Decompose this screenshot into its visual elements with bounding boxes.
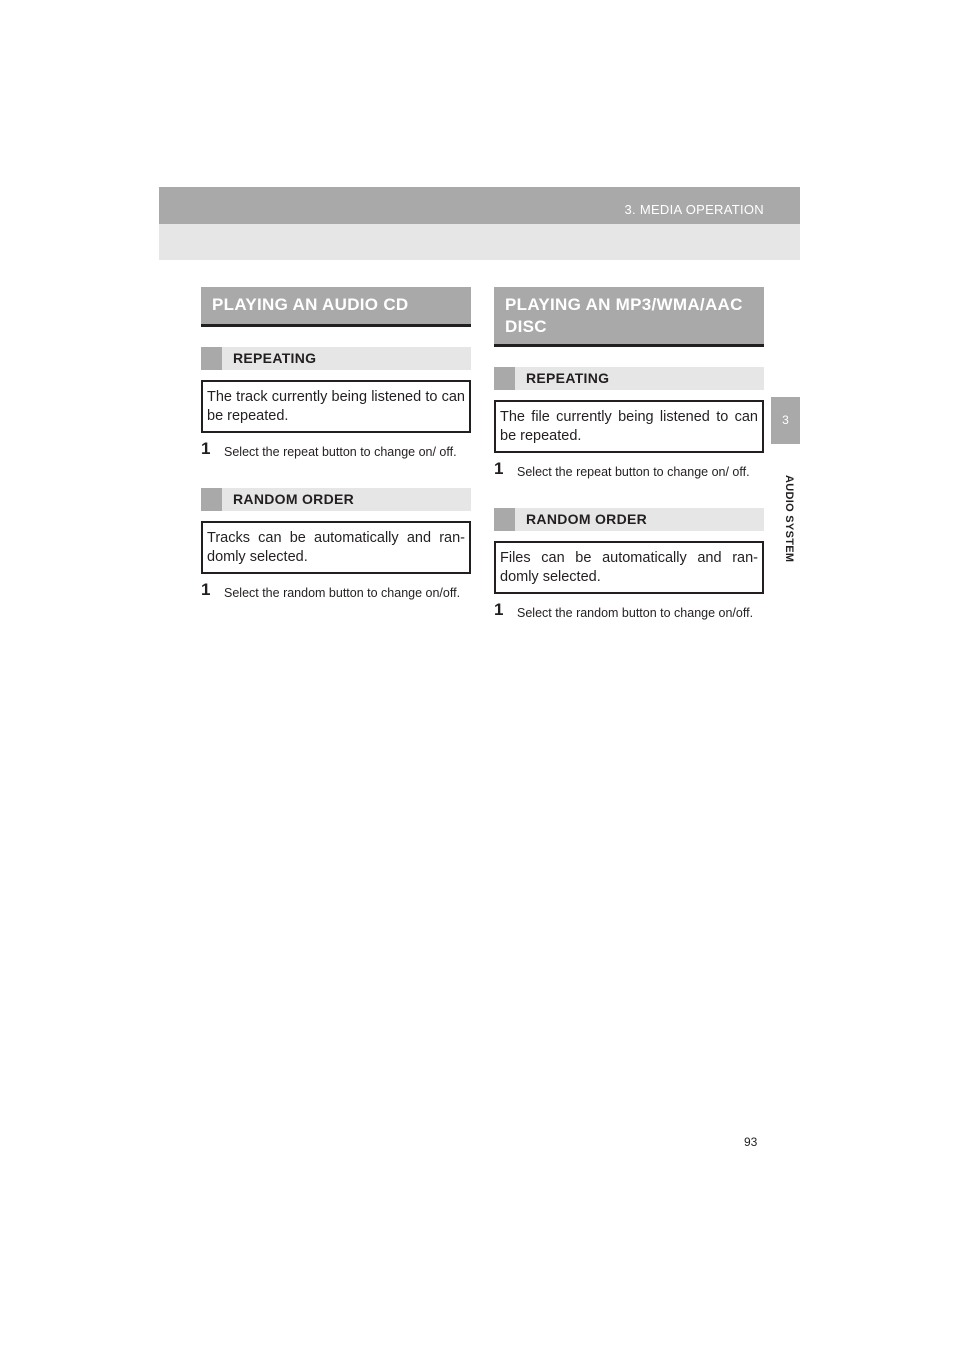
step-item <box>201 580 471 603</box>
heading-marker <box>201 488 222 511</box>
heading-marker <box>201 347 222 370</box>
subheading-label: RANDOM ORDER <box>233 491 355 507</box>
info-box: The track currently being listened to can be repeated. <box>201 380 471 433</box>
step-item <box>494 600 764 623</box>
step-text: Select the random button to change on/off. <box>517 606 754 620</box>
subheading-random-order <box>201 488 471 511</box>
subheading-label: REPEATING <box>233 350 317 366</box>
section-title: 3. MEDIA OPERATION <box>624 202 764 217</box>
subheading-repeating <box>201 347 471 370</box>
heading-marker <box>494 508 515 531</box>
section-heading-audio-cd: PLAYING AN AUDIO CD <box>201 287 471 327</box>
step-text: Select the repeat button to change on/ off. <box>224 445 457 459</box>
left-column <box>201 287 471 603</box>
step-number: 1 <box>494 600 504 619</box>
step-number: 1 <box>201 439 211 458</box>
header-bar <box>159 187 800 224</box>
step-text: Select the random button to change on/off. <box>224 586 461 600</box>
header-subbar <box>159 224 800 260</box>
step-number: 1 <box>201 580 211 599</box>
subheading-random-order <box>494 508 764 531</box>
right-column <box>494 287 764 623</box>
info-box: The file currently being listened to can be repeated. <box>494 400 764 453</box>
info-box: Tracks can be automatically and ran- domly selected. <box>201 521 471 574</box>
subheading-label: RANDOM ORDER <box>526 511 648 527</box>
step-item <box>494 459 764 482</box>
page-number: 93 <box>744 1135 758 1149</box>
info-box: Files can be automatically and ran- domly selected. <box>494 541 764 594</box>
step-item <box>201 439 471 462</box>
step-number: 1 <box>494 459 504 478</box>
step-text: Select the repeat button to change on/ off. <box>517 465 750 479</box>
subheading-label: REPEATING <box>526 370 610 386</box>
heading-marker <box>494 367 515 390</box>
chapter-tab: 3 <box>771 397 800 444</box>
subheading-repeating <box>494 367 764 390</box>
section-heading-mp3-disc: PLAYING AN MP3/WMA/AAC DISC <box>494 287 764 347</box>
chapter-label: AUDIO SYSTEM <box>783 475 795 563</box>
